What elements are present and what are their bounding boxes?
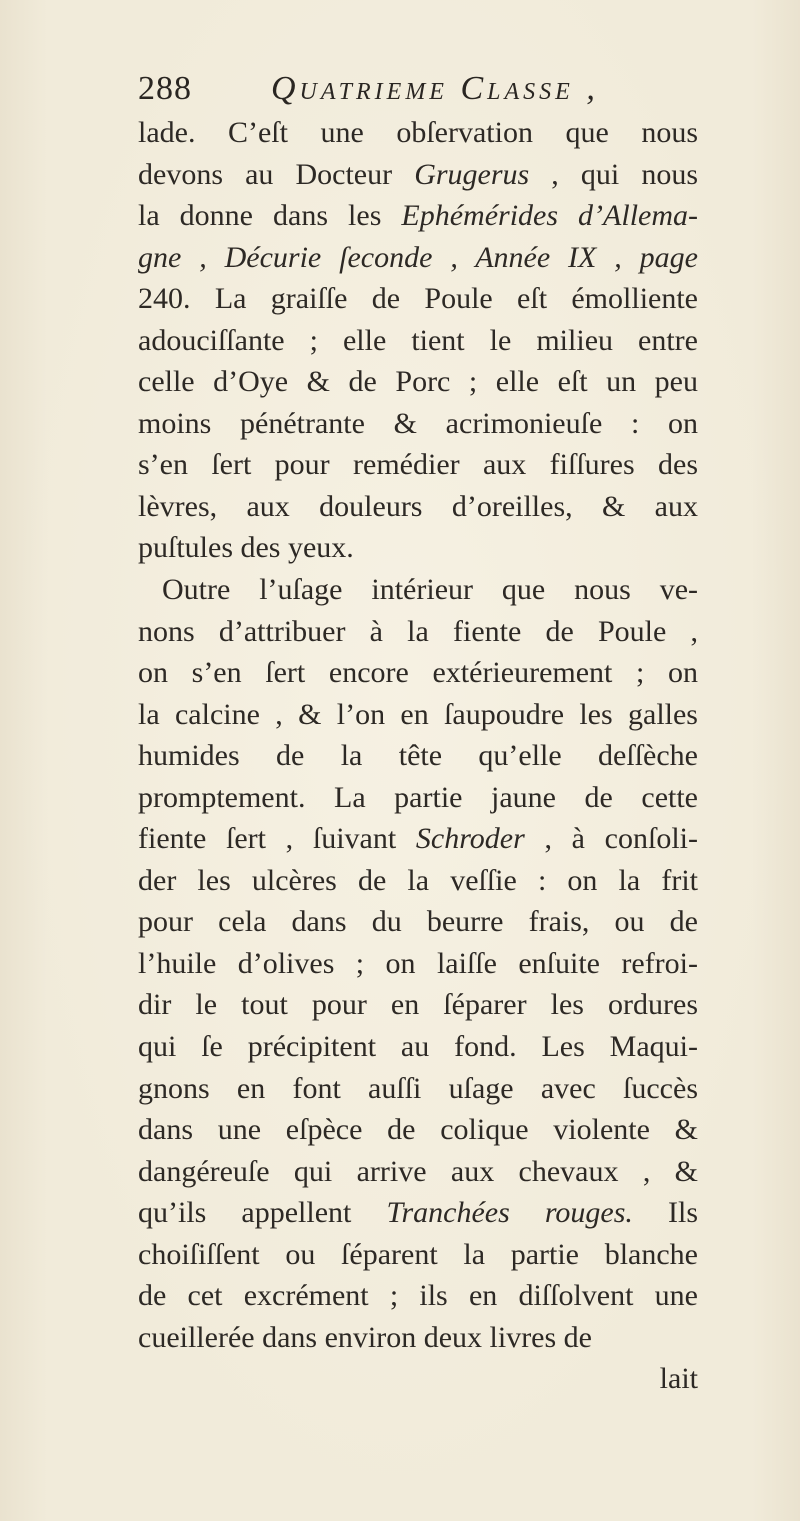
catchword: lait [659,1362,698,1396]
text-line [138,195,698,237]
text-segment: cueillerée dans environ deux livres de [138,1320,592,1354]
text-segment: 240. La graiſſe de Poule eſt émolliente [138,282,698,316]
text-segment: la donne dans les [138,199,402,233]
text-line [138,1317,698,1359]
text-segment: devons au Docteur [138,157,415,191]
text-line [138,860,698,902]
text-line [138,1192,698,1234]
text-segment: dans une eſpèce de colique violente & [138,1113,698,1147]
text-segment: , qui nous [529,157,698,191]
italic-text: gne , Décurie ſeconde , Année IX , page [138,240,698,274]
text-line [138,403,698,445]
text-line [138,1068,698,1110]
text-segment: der les ulcères de la veſſie : on la frit [138,863,698,897]
text-line [138,901,698,943]
body-text [138,112,698,1400]
text-segment: fiente ſert , ſuivant [138,822,416,856]
text-segment: nons d’attribuer à la fiente de Poule , [138,614,698,648]
text-line [138,818,698,860]
text-line [138,278,698,320]
text-segment: humides de la tête qu’elle deſſèche [138,739,698,773]
text-segment: promptement. La partie jaune de cette [138,780,698,814]
italic-text: Grugerus [414,157,530,191]
text-line [138,777,698,819]
text-line [138,1151,698,1193]
text-line [138,1109,698,1151]
text-segment: adouciſſante ; elle tient le milieu entre [138,323,698,357]
italic-text: Ephémérides d’Allema- [401,199,699,233]
text-segment: puſtules des yeux. [138,531,354,565]
text-line [138,486,698,528]
text-line [138,694,698,736]
text-line [138,361,698,403]
text-segment: , à conſoli- [524,822,698,856]
text-segment: lèvres, aux douleurs d’oreilles, & aux [138,489,698,523]
text-segment: pour cela dans du beurre frais, ou de [138,905,698,939]
text-line [138,735,698,777]
text-segment: Outre l’uſage intérieur que nous ve- [162,573,698,607]
text-line [138,527,698,569]
text-line [138,237,698,279]
italic-text: Schroder [415,822,525,856]
text-line [138,1275,698,1317]
page-header [138,66,698,116]
italic-text: Tranchées rouges. [386,1196,633,1230]
text-line [138,1026,698,1068]
text-segment: moins pénétrante & acrimonieuſe : on [138,406,698,440]
text-line [138,1234,698,1276]
text-segment: on s’en ſert encore extérieurement ; on [138,656,698,690]
text-segment: dangéreuſe qui arrive aux chevaux , & [138,1154,698,1188]
text-line [138,652,698,694]
text-segment: s’en ſert pour remédier aux fiſſures des [138,448,698,482]
text-segment: dir le tout pour en ſéparer les ordures [138,988,698,1022]
text-segment: l’huile d’olives ; on laiſſe enſuite refroi- [138,946,698,980]
text-line [138,112,698,154]
text-segment: de cet excrément ; ils en diſſolvent une [138,1279,698,1313]
text-line [138,569,698,611]
text-segment: gnons en font auſſi uſage avec ſuccès [138,1071,698,1105]
text-segment: celle d’Oye & de Porc ; elle eſt un peu [138,365,698,399]
text-line [138,943,698,985]
text-line [138,984,698,1026]
text-segment: qui ſe précipitent au fond. Les Maqui- [138,1030,698,1064]
text-line [138,611,698,653]
running-head: Quatrieme Classe , [271,70,599,107]
text-segment: qu’ils appellent [138,1196,387,1230]
text-line [138,444,698,486]
page-number: 288 [138,70,192,107]
text-segment: Ils [632,1196,698,1230]
text-line [138,154,698,196]
text-segment: lade. C’eſt une obſervation que nous [138,116,698,149]
text-segment: choiſiſſent ou ſéparent la partie blanche [138,1237,698,1271]
text-segment: la calcine , & l’on en ſaupoudre les galles [138,697,698,731]
text-line [138,320,698,362]
